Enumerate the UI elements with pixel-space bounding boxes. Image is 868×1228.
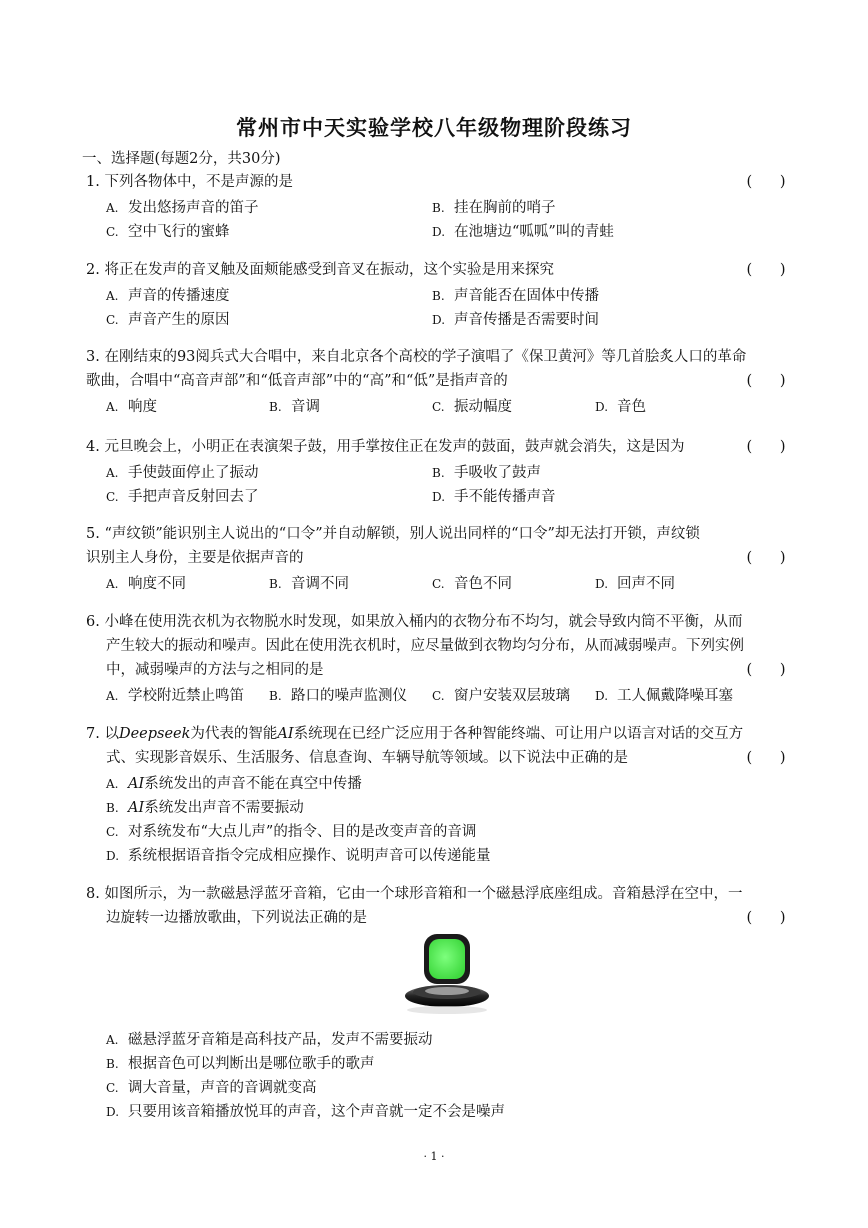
page-number: · 1 ·: [423, 1150, 445, 1163]
question-2: [86, 258, 790, 332]
option-a: A. 声音的传播速度: [106, 288, 230, 304]
question-6: [86, 610, 790, 708]
question-number: 7.: [86, 726, 100, 742]
answer-blank: ( ): [746, 373, 786, 389]
question-8: [86, 882, 790, 930]
page-title: 常州市中天实验学校八年级物理阶段练习: [236, 115, 632, 140]
option-d: D. 工人佩戴降噪耳塞: [595, 688, 733, 704]
options: [106, 1028, 790, 1124]
option-b: B. 根据音色可以判断出是哪位歌手的歌声: [106, 1056, 375, 1072]
options: [106, 284, 790, 332]
options: [106, 572, 790, 596]
options: [106, 772, 790, 868]
question-stem-line: 6. 小峰在使用洗衣机为衣物脱水时发现，如果放入桶内的衣物分布不均匀，就会导致内筒不平衡，从而: [86, 614, 743, 630]
question-stem-line: 中，减弱噪声的方法与之相同的是 ( ): [86, 658, 790, 682]
option-d: D. 回声不同: [595, 576, 675, 592]
option-c: C. 声音产生的原因: [106, 312, 230, 328]
question-stem-line: 产生较大的振动和噪声。因此在使用洗衣机时，应尽量做到衣物均匀分布，从而减弱噪声。下列实例: [106, 638, 744, 654]
question-number: 5.: [86, 526, 100, 542]
answer-blank: ( ): [746, 910, 786, 926]
option-c: C. 音色不同: [432, 576, 512, 592]
option-c: C. 振动幅度: [432, 399, 512, 415]
question-number: 3.: [86, 349, 100, 365]
option-c: C. 调大音量，声音的音调就变高: [106, 1080, 317, 1096]
option-b: B. 路口的噪声监测仪: [269, 688, 407, 704]
question-1: [86, 170, 790, 244]
option-b: B. 声音能否在固体中传播: [432, 288, 599, 304]
answer-blank: ( ): [746, 174, 786, 190]
option-a: A. 发出悠扬声音的笛子: [106, 200, 259, 216]
question-8-options: [86, 1026, 790, 1124]
question-stem: 2. 将正在发声的音叉触及面颊能感受到音叉在振动，这个实验是用来探究 ( ): [86, 258, 790, 282]
option-d: D. 在池塘边“呱呱”叫的青蛙: [432, 224, 614, 240]
option-a: A. AI系统发出的声音不能在真空中传播: [106, 776, 362, 792]
option-d: D. 声音传播是否需要时间: [432, 312, 599, 328]
answer-blank: ( ): [746, 439, 786, 455]
question-number: 8.: [86, 886, 100, 902]
section-heading: 一、选择题(每题2分，共30分): [82, 151, 281, 167]
question-number: 2.: [86, 262, 100, 278]
question-number: 1.: [86, 174, 100, 190]
question-4: [86, 435, 790, 509]
question-5: [86, 522, 790, 596]
answer-blank: ( ): [746, 750, 786, 766]
option-a: A. 响度不同: [106, 576, 186, 592]
answer-blank: ( ): [746, 262, 786, 278]
option-a: A. 手使鼓面停止了振动: [106, 465, 259, 481]
option-b: B. 音调不同: [269, 576, 349, 592]
option-b: B. 挂在胸前的哨子: [432, 200, 556, 216]
option-c: C. 窗户安装双层玻璃: [432, 688, 570, 704]
question-stem-line: 3. 在刚结束的93阅兵式大合唱中，来自北京各个高校的学子演唱了《保卫黄河》等几首脍炙人口的革命: [86, 349, 747, 365]
question-stem-line: 8. 如图所示，为一款磁悬浮蓝牙音箱，它由一个球形音箱和一个磁悬浮底座组成。音箱悬浮在空中，一: [86, 886, 743, 902]
answer-blank: ( ): [746, 550, 786, 566]
question-stem-line: 5. “声纹锁”能识别主人说出的“口令”并自动解锁，别人说出同样的“口令”却无法打开锁，声纹锁: [86, 526, 700, 542]
answer-blank: ( ): [746, 662, 786, 678]
maglev-speaker-image: [402, 932, 492, 1018]
options: [106, 461, 790, 509]
question-stem-line: 7. 以Deepseek为代表的智能AI系统现在已经广泛应用于各种智能终端、可让用户以语言对话的交互方: [86, 726, 744, 742]
question-3: [86, 345, 790, 419]
option-d: D. 手不能传播声音: [432, 489, 556, 505]
option-d: D. 系统根据语音指令完成相应操作、说明声音可以传递能量: [106, 848, 491, 864]
options: [106, 395, 790, 419]
question-stem-line: 歌曲，合唱中“高音声部”和“低音声部”中的“高”和“低”是指声音的 ( ): [86, 369, 790, 393]
options: [106, 196, 790, 244]
option-a: A. 响度: [106, 399, 157, 415]
question-7: [86, 722, 790, 868]
option-d: D. 音色: [595, 399, 646, 415]
option-b: B. AI系统发出声音不需要振动: [106, 800, 304, 816]
question-stem-line: 识别主人身份，主要是依据声音的 ( ): [86, 546, 790, 570]
option-c: C. 空中飞行的蜜蜂: [106, 224, 230, 240]
question-stem-line: 式、实现影音娱乐、生活服务、信息查询、车辆导航等领域。以下说法中正确的是 ( ): [86, 746, 790, 770]
option-b: B. 音调: [269, 399, 320, 415]
question-stem: 1. 下列各物体中，不是声源的是 ( ): [86, 170, 790, 194]
option-a: A. 学校附近禁止鸣笛: [106, 688, 244, 704]
question-number: 4.: [86, 439, 100, 455]
options: [106, 684, 790, 708]
question-number: 6.: [86, 614, 100, 630]
option-a: A. 磁悬浮蓝牙音箱是高科技产品，发声不需要振动: [106, 1032, 433, 1048]
option-c: C. 手把声音反射回去了: [106, 489, 259, 505]
option-b: B. 手吸收了鼓声: [432, 465, 541, 481]
question-stem: 4. 元旦晚会上，小明正在表演架子鼓，用手掌按住正在发声的鼓面，鼓声就会消失，这是因为 ( ): [86, 435, 790, 459]
option-c: C. 对系统发布“大点儿声”的指令、目的是改变声音的音调: [106, 824, 477, 840]
question-stem-line: 边旋转一边播放歌曲，下列说法正确的是 ( ): [86, 906, 790, 930]
option-d: D. 只要用该音箱播放悦耳的声音，这个声音就一定不会是噪声: [106, 1104, 505, 1120]
